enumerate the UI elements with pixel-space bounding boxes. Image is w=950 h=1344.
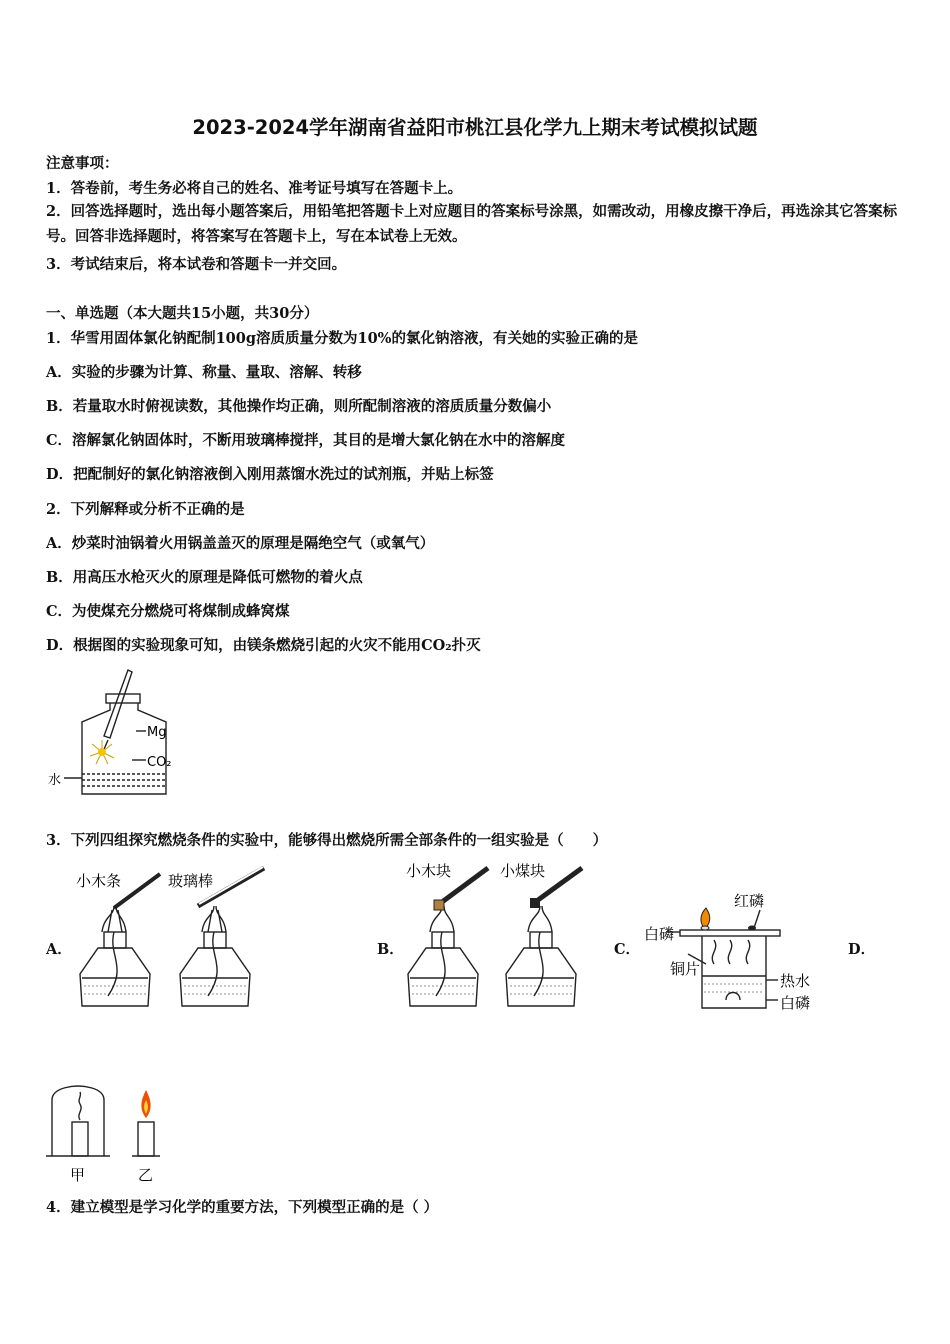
q3-option-d-letter: D．: [848, 941, 876, 958]
label-jia: 甲: [70, 1166, 86, 1184]
notice-item-2: 2．回答选择题时，选出每小题答案后，用铅笔把答题卡上对应题目的答案标号涂黑，如需改动，用橡皮擦干净后，再选涂其它答案标号。回答非选择题时，将答案写在答题卡上，写在本试卷上无效。: [46, 203, 898, 245]
label-small-coal: 小煤块: [500, 862, 546, 880]
q1-stem: 1．华雪用固体氯化钠配制100g溶质质量分数为10%的氯化钠溶液，有关她的实验正确的是: [46, 330, 638, 347]
q1-option-d: D．把配制好的氯化钠溶液倒入刚用蒸馏水洗过的试剂瓶，并贴上标签: [46, 466, 494, 483]
label-small-wood: 小木块: [406, 862, 452, 880]
q1-option-a: A．实验的步骤为计算、称量、量取、溶解、转移: [46, 364, 362, 381]
q3-figure-b: [398, 856, 598, 1016]
q3-option-a-letter: A．: [46, 941, 72, 958]
q2-option-d: D．根据图的实验现象可知，由镁条燃烧引起的火灾不能用CO₂扑灭: [46, 637, 481, 654]
label-water: 水: [48, 773, 62, 788]
q2-option-c: C．为使煤充分燃烧可将煤制成蜂窝煤: [46, 603, 290, 620]
candle-jia: [72, 1122, 88, 1156]
white-phosphorus-bottom: [726, 993, 740, 1001]
q3-option-c-letter: C．: [614, 941, 641, 958]
q4-stem: 4．建立模型是学习化学的重要方法，下列模型正确的是（ ）: [46, 1199, 439, 1216]
coal-block: [530, 898, 540, 908]
notice-item-3: 3．考试结束后，将本试卷和答题卡一并交回。: [46, 256, 347, 273]
q2-option-a: A．炒菜时油锅着火用锅盖盖灭的原理是隔绝空气（或氧气）: [46, 535, 435, 552]
label-small-stick: 小木条: [76, 872, 122, 890]
q3-figure-a: [68, 856, 278, 1016]
q3-option-b-letter: B．: [377, 941, 404, 958]
label-white-phosphorus-top: 白磷: [644, 925, 675, 943]
page-title: 2023-2024学年湖南省益阳市桃江县化学九上期末考试模拟试题: [192, 116, 758, 139]
tongs: [104, 670, 132, 738]
label-hot-water: 热水: [780, 972, 811, 990]
beaker: [702, 936, 766, 1008]
lamp-right-neck: [204, 932, 226, 948]
q3-figure-d: [44, 1082, 184, 1186]
red-phosphorus: [748, 926, 756, 931]
q2-stem: 2．下列解释或分析不正确的是: [46, 501, 245, 518]
flame-spot: [98, 748, 106, 756]
label-red-phosphorus: 红磷: [734, 892, 765, 910]
section-heading: 一、单选题（本大题共15小题，共30分）: [46, 305, 319, 322]
lamp-left-neck: [104, 932, 126, 948]
label-co2: CO₂: [147, 755, 172, 770]
notice-heading: 注意事项：: [46, 155, 119, 172]
label-mg: Mg: [147, 725, 167, 740]
label-yi: 乙: [138, 1166, 154, 1184]
label-glass-rod: 玻璃棒: [168, 872, 214, 890]
label-white-phosphorus-bottom: 白磷: [780, 994, 811, 1012]
q3-stem: 3．下列四组探究燃烧条件的实验中，能够得出燃烧所需全部条件的一组实验是（ ）: [46, 832, 608, 849]
q1-option-c: C．溶解氯化钠固体时，不断用玻璃棒搅拌，其目的是增大氯化钠在水中的溶解度: [46, 432, 566, 449]
wood-block: [434, 900, 444, 910]
phosphorus-flame: [701, 908, 710, 928]
q1-option-b: B．若量取水时俯视读数，其他操作均正确，则所配制溶液的溶质质量分数偏小: [46, 398, 552, 415]
smoke: [79, 1092, 81, 1120]
label-copper: 铜片: [670, 960, 701, 978]
notice-item-1: 1．答卷前，考生务必将自己的姓名、准考证号填写在答题卡上。: [46, 180, 463, 197]
mg-co2-figure: [44, 664, 194, 799]
glass-cover: [52, 1086, 104, 1156]
q2-option-b: B．用高压水枪灭火的原理是降低可燃物的着火点: [46, 569, 363, 586]
q3-figure-c: [640, 884, 830, 1018]
candle-yi: [138, 1122, 154, 1156]
copper-plate: [680, 930, 780, 936]
